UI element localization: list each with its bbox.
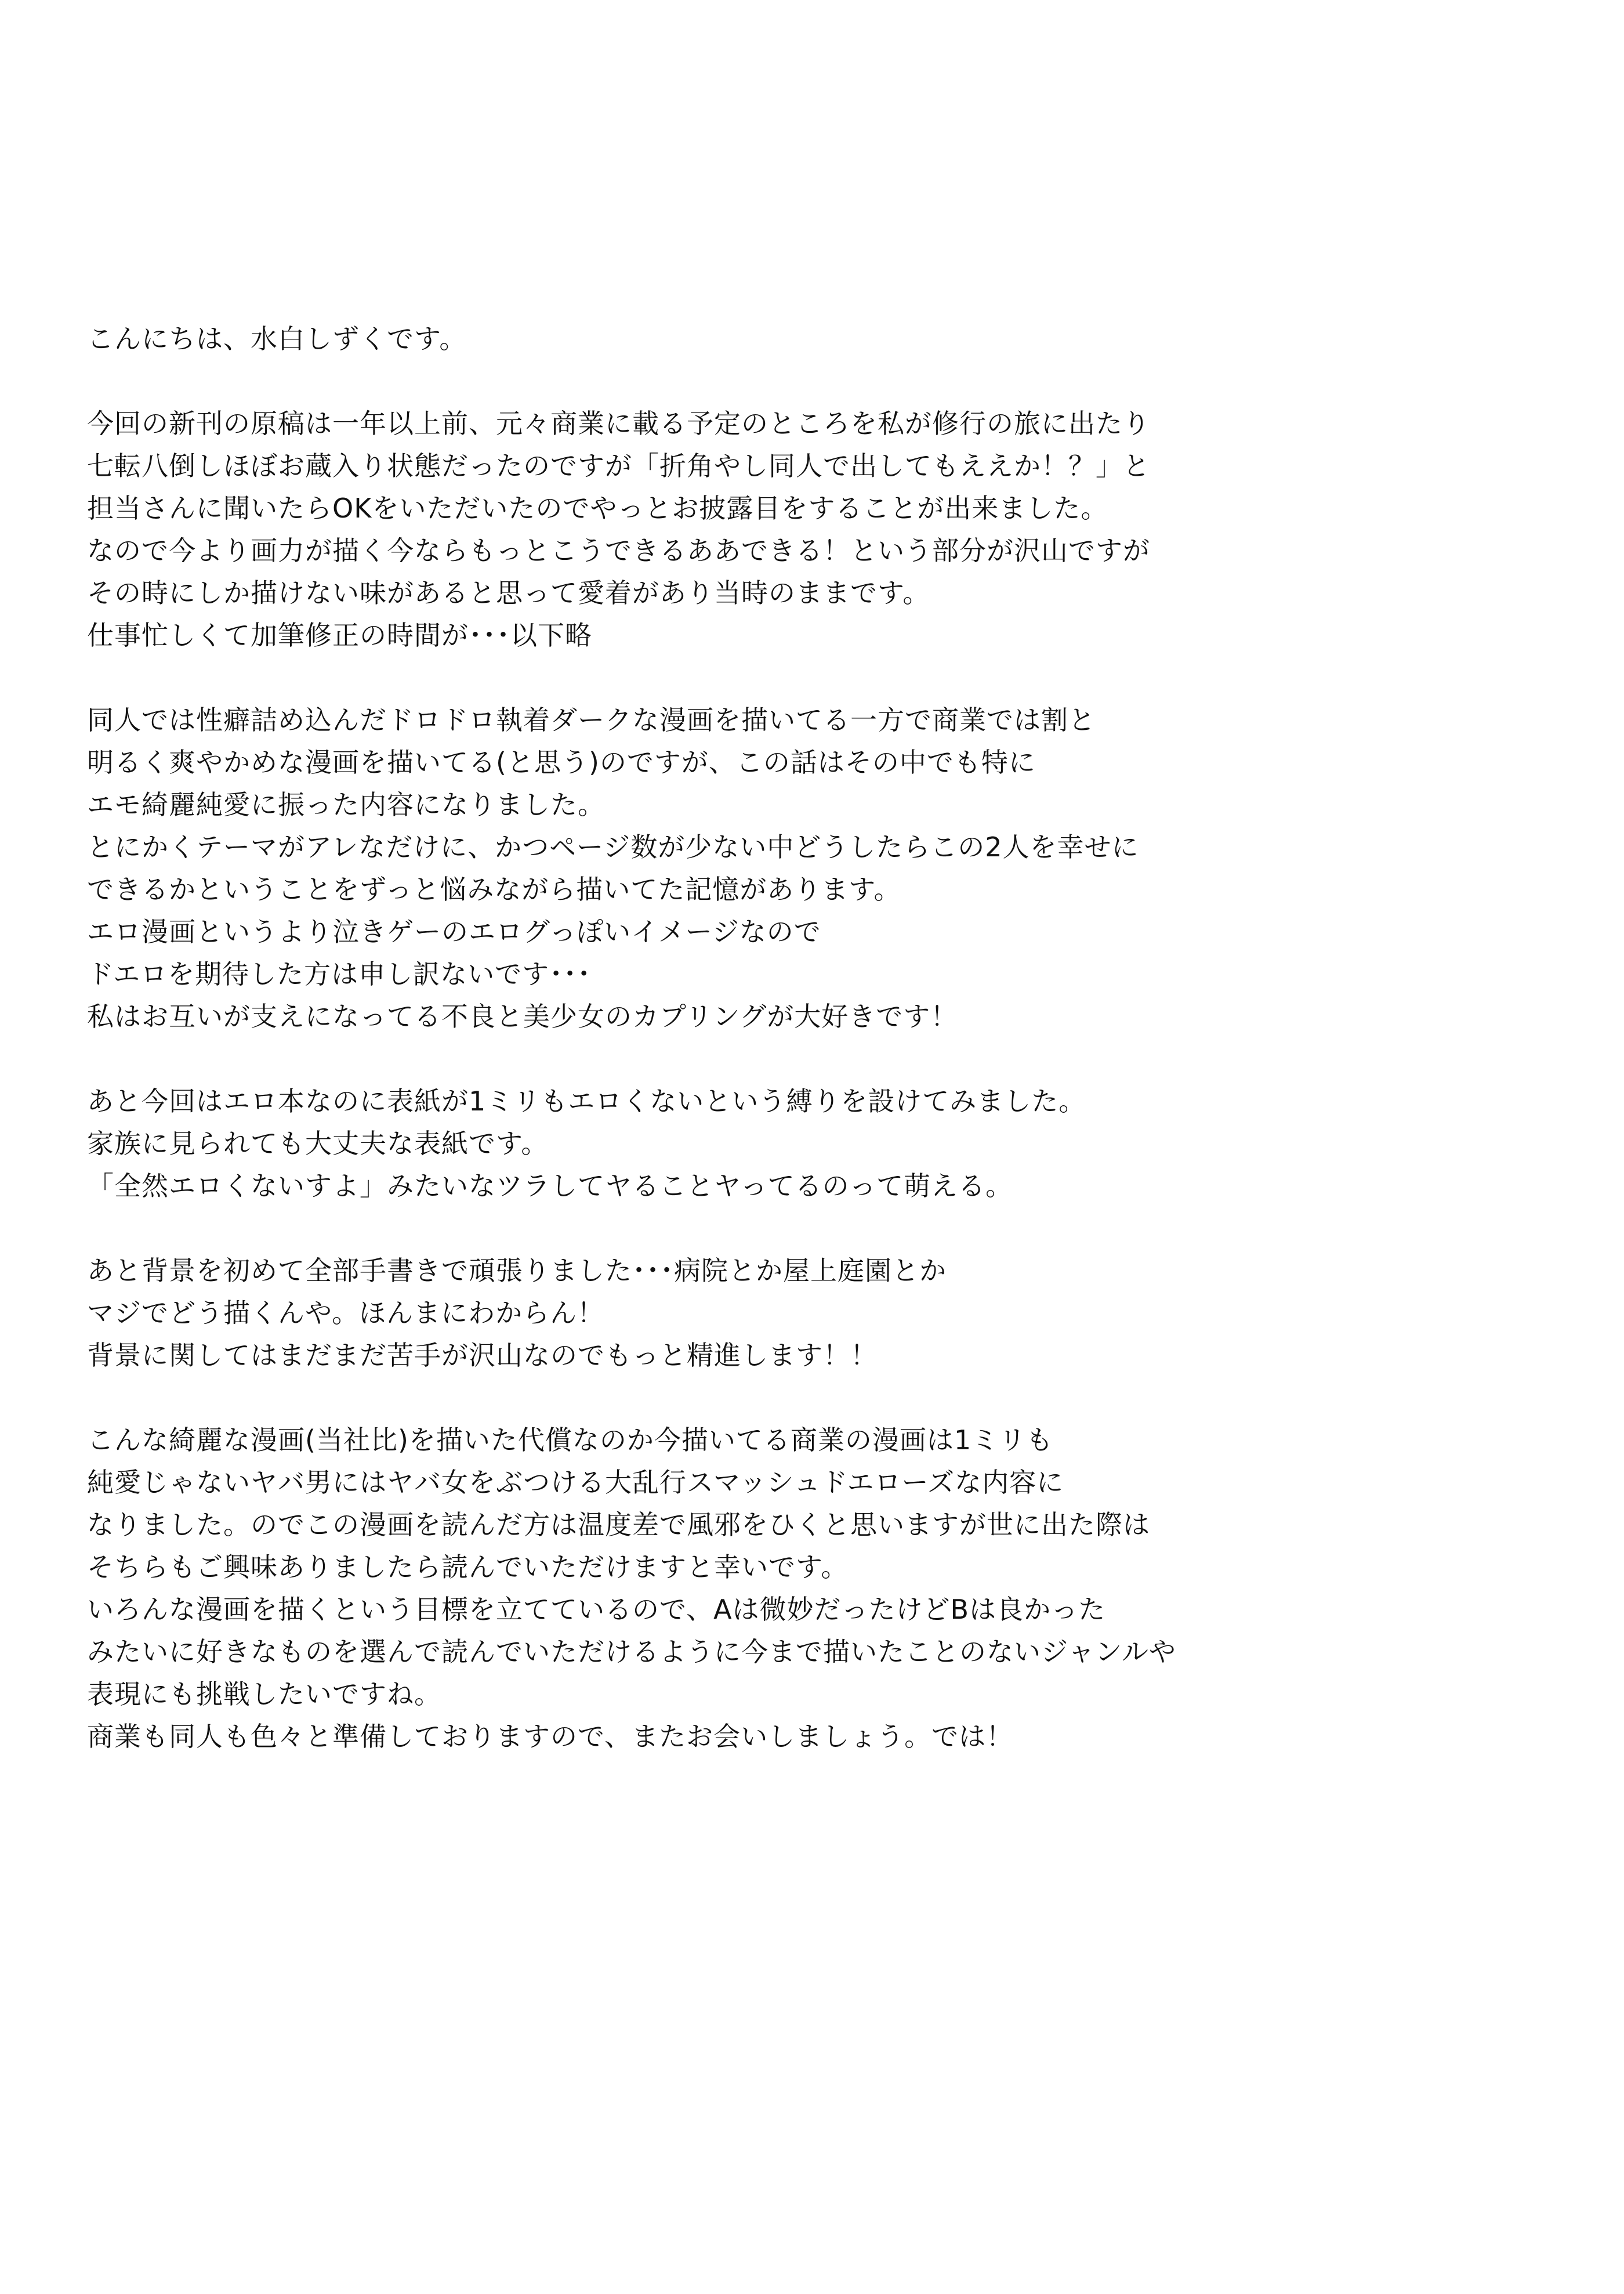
text-line: 「全然エロくないすよ」みたいなツラしてヤることヤってるのって萌える。 [87,1170,1013,1202]
text-line: 商業も同人も色々と準備しておりますので、またお会いしましょう。では！ [87,1721,1014,1752]
text-line: 背景に関してはまだまだ苦手が沢山なのでもっと精進します！！ [87,1340,878,1371]
text-line: みたいに好きなものを選んで読んでいただけるように今まで描いたことのないジャンルや [87,1636,1176,1667]
paragraph [87,318,1572,360]
text-line: マジでどう描くんや。ほんまにわからん！ [87,1297,605,1329]
text-line: エロ漫画というより泣きゲーのエログっぽいイメージなので [87,916,821,947]
text-line: 今回の新刊の原稿は一年以上前、元々商業に載る予定のところを私が修行の旅に出たり [87,408,1150,439]
paragraph [87,1080,1572,1207]
text-line: あと背景を初めて全部手書きで頑張りました･･･病院とか屋上庭園とか [87,1255,947,1286]
text-line: なので今より画力が描く今ならもっとこうできるああできる！という部分が沢山ですが [87,535,1150,566]
text-line: いろんな漫画を描くという目標を立てているので、Aは微妙だったけどBは良かった [87,1594,1106,1625]
text-line: 仕事忙しくて加筆修正の時間が･･･以下略 [87,620,592,651]
text-line: こんな綺麗な漫画(当社比)を描いた代償なのか今描いてる商業の漫画は1ミリも [87,1424,1054,1456]
text-line: 明るく爽やかめな漫画を描いてる(と思う)のですが、この話はその中でも特に [87,747,1036,778]
paragraph [87,1250,1572,1377]
text-line: その時にしか描けない味があると思って愛着があり当時のままです。 [87,577,930,609]
text-line: 家族に見られても大丈夫な表紙です。 [87,1128,549,1159]
text-line: できるかということをずっと悩みながら描いてた記憶があります。 [87,874,901,905]
text-line: あと今回はエロ本なのに表紙が1ミリもエロくないという縛りを設けてみました。 [87,1086,1086,1117]
text-line: エモ綺麗純愛に振った内容になりました。 [87,789,605,820]
text-line: 担当さんに聞いたらOKをいただいたのでやっとお披露目をすることが出来ました。 [87,493,1108,524]
text-line: ドエロを期待した方は申し訳ないです･･･ [87,958,592,990]
afterword-text [87,318,1572,1800]
text-line: 私はお互いが支えになってる不良と美少女のカプリングが大好きです！ [87,1001,958,1032]
text-line: 七転八倒しほぼお蔵入り状態だったのですが「折角やし同人で出してもええか！？」と [87,450,1150,482]
text-line: こんにちは、水白しずくです。 [87,323,467,354]
paragraph [87,403,1572,657]
text-line: とにかくテーマがアレなだけに、かつページ数が少ない中どうしたらこの2人を幸せに [87,831,1139,863]
paragraph [87,699,1572,1038]
text-line: そちらもご興味ありましたら読んでいただけますと幸いです。 [87,1551,849,1583]
text-line: 純愛じゃないヤバ男にはヤバ女をぶつける大乱行スマッシュドエローズな内容に [87,1467,1064,1498]
text-line: 同人では性癖詰め込んだドロドロ執着ダークな漫画を描いてる一方で商業では割と [87,704,1096,736]
paragraph [87,1419,1572,1758]
text-line: 表現にも挑戦したいですね。 [87,1678,441,1710]
text-line: なりました。のでこの漫画を読んだ方は温度差で風邪をひくと思いますが世に出た際は [87,1509,1150,1540]
